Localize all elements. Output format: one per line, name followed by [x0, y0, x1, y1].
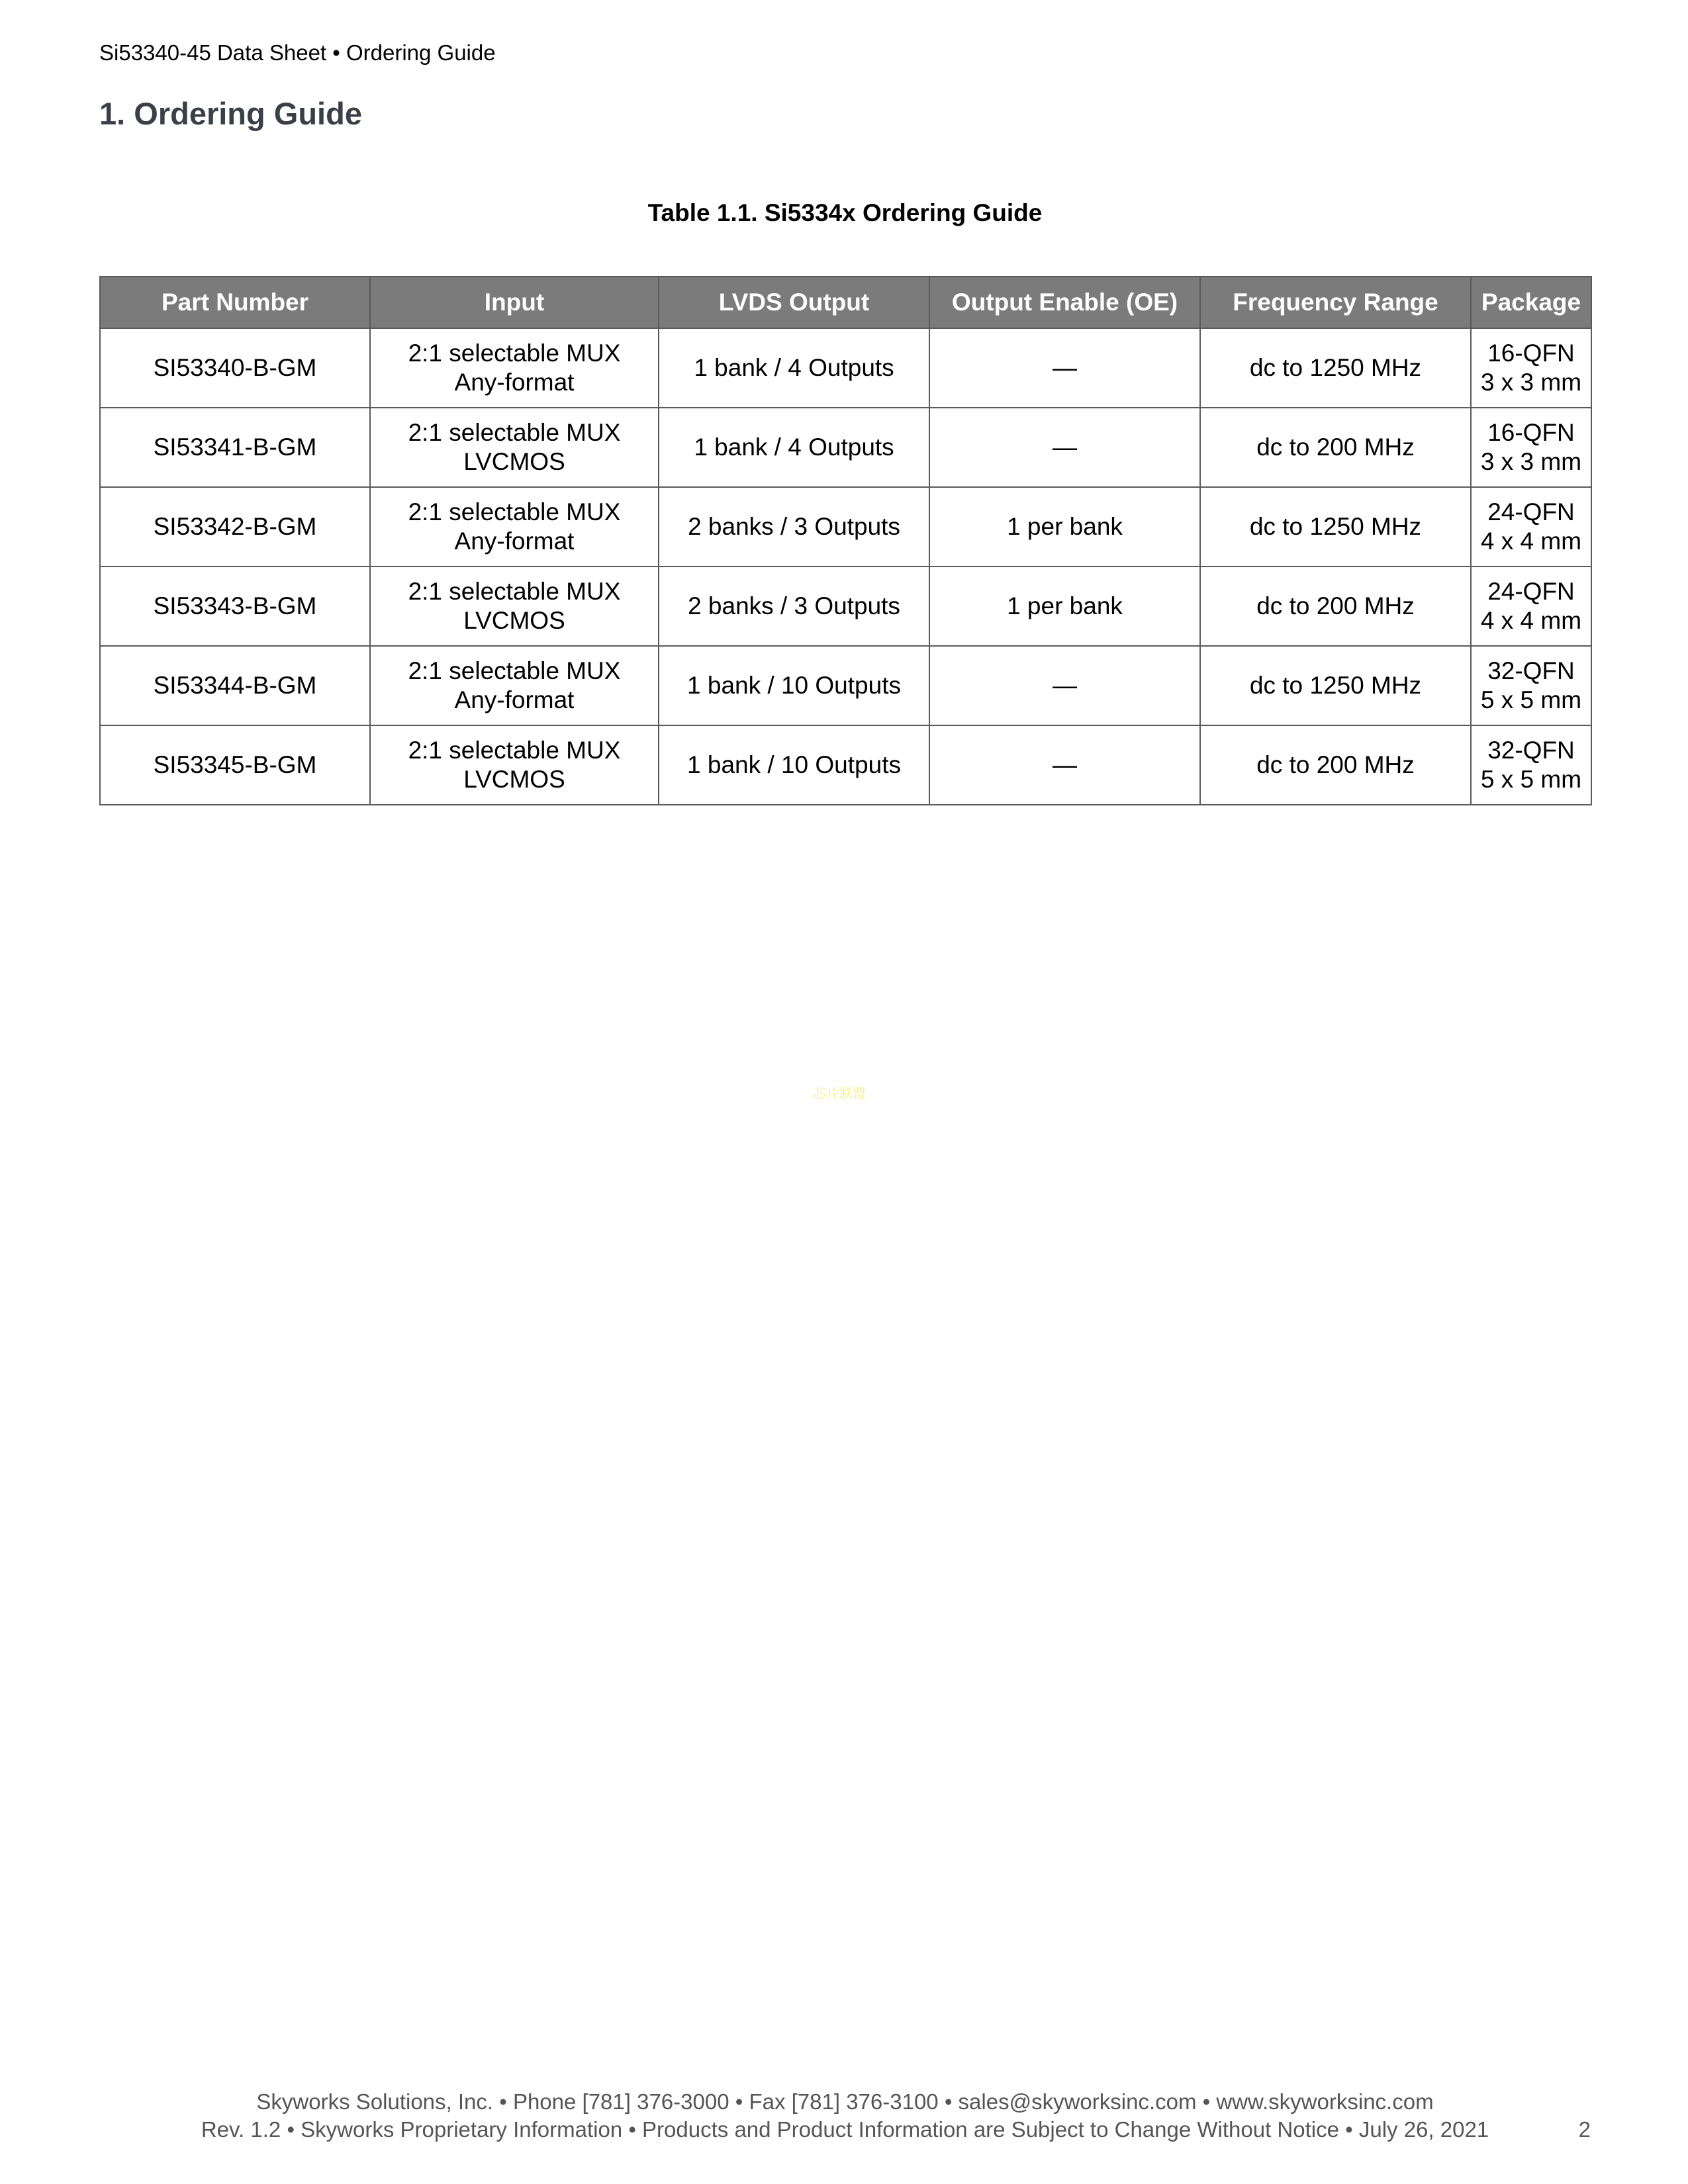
- cell-package-line1: 24-QFN: [1487, 578, 1575, 605]
- cell-output-enable: —: [929, 408, 1200, 487]
- cell-frequency-range: dc to 200 MHz: [1200, 725, 1471, 805]
- footer-revision-line: Rev. 1.2 • Skyworks Proprietary Information • Products and Product Information are Subject to Change Without Notice • July 26, 2021: [201, 2117, 1489, 2142]
- cell-frequency-range: dc to 1250 MHz: [1200, 487, 1471, 567]
- cell-lvds-output: 1 bank / 10 Outputs: [659, 646, 929, 725]
- cell-package: [1471, 408, 1591, 487]
- cell-input-line1: 2:1 selectable MUX: [408, 340, 621, 367]
- cell-package: [1471, 725, 1591, 805]
- cell-package-line2: 5 x 5 mm: [1480, 686, 1582, 713]
- cell-package-line1: 16-QFN: [1487, 340, 1575, 367]
- column-header-package: Package: [1471, 277, 1591, 328]
- cell-part-number: SI53344-B-GM: [100, 646, 370, 725]
- table-row: [100, 567, 1591, 646]
- cell-input: [370, 567, 659, 646]
- cell-part-number: SI53340-B-GM: [100, 328, 370, 408]
- cell-lvds-output: 1 bank / 4 Outputs: [659, 408, 929, 487]
- cell-input: [370, 725, 659, 805]
- cell-input: [370, 487, 659, 567]
- cell-package: [1471, 328, 1591, 408]
- cell-frequency-range: dc to 200 MHz: [1200, 408, 1471, 487]
- table-caption: Table 1.1. Si5334x Ordering Guide: [647, 199, 1043, 226]
- page-footer: [99, 2088, 1591, 2144]
- cell-lvds-output: 1 bank / 4 Outputs: [659, 328, 929, 408]
- cell-package-line2: 5 x 5 mm: [1480, 766, 1582, 793]
- cell-output-enable: —: [929, 646, 1200, 725]
- cell-input-line2: Any-format: [454, 686, 575, 713]
- cell-input: [370, 328, 659, 408]
- running-header: Si53340-45 Data Sheet • Ordering Guide: [99, 40, 496, 65]
- cell-package: [1471, 567, 1591, 646]
- ordering-guide-table: [99, 276, 1592, 805]
- cell-input-line2: Any-format: [454, 527, 575, 555]
- cell-package-line2: 4 x 4 mm: [1480, 607, 1582, 634]
- cell-input: [370, 408, 659, 487]
- column-header-frequency-range: Frequency Range: [1200, 277, 1471, 328]
- table-row: [100, 487, 1591, 567]
- column-header-input: Input: [370, 277, 659, 328]
- cell-package-line1: 16-QFN: [1487, 419, 1575, 446]
- cell-lvds-output: 2 banks / 3 Outputs: [659, 487, 929, 567]
- table-header-row: [100, 277, 1591, 328]
- cell-package-line2: 4 x 4 mm: [1480, 527, 1582, 555]
- cell-input-line2: LVCMOS: [463, 607, 565, 634]
- cell-package-line1: 32-QFN: [1487, 657, 1575, 684]
- cell-part-number: SI53342-B-GM: [100, 487, 370, 567]
- table-row: [100, 408, 1591, 487]
- footer-contact-line: Skyworks Solutions, Inc. • Phone [781] 376-3000 • Fax [781] 376-3100 • sales@skyworksinc.com • www.skyworksinc.com: [256, 2089, 1434, 2114]
- cell-lvds-output: 2 banks / 3 Outputs: [659, 567, 929, 646]
- cell-lvds-output: 1 bank / 10 Outputs: [659, 725, 929, 805]
- cell-output-enable: —: [929, 328, 1200, 408]
- column-header-lvds-output: LVDS Output: [659, 277, 929, 328]
- cell-input-line1: 2:1 selectable MUX: [408, 657, 621, 684]
- cell-output-enable: 1 per bank: [929, 567, 1200, 646]
- cell-part-number: SI53341-B-GM: [100, 408, 370, 487]
- cell-input-line1: 2:1 selectable MUX: [408, 578, 621, 605]
- cell-part-number: SI53345-B-GM: [100, 725, 370, 805]
- cell-package-line2: 3 x 3 mm: [1480, 369, 1582, 396]
- cell-input-line1: 2:1 selectable MUX: [408, 498, 621, 525]
- cell-frequency-range: dc to 1250 MHz: [1200, 328, 1471, 408]
- cell-package-line2: 3 x 3 mm: [1480, 448, 1582, 475]
- page-number: 2: [1578, 2117, 1591, 2142]
- column-header-part-number: Part Number: [100, 277, 370, 328]
- cell-frequency-range: dc to 1250 MHz: [1200, 646, 1471, 725]
- table-row: [100, 646, 1591, 725]
- section-heading: 1. Ordering Guide: [99, 96, 362, 131]
- cell-input: [370, 646, 659, 725]
- table-row: [100, 328, 1591, 408]
- cell-input-line2: LVCMOS: [463, 448, 565, 475]
- cell-input-line1: 2:1 selectable MUX: [408, 737, 621, 764]
- cell-package-line1: 24-QFN: [1487, 498, 1575, 525]
- cell-output-enable: —: [929, 725, 1200, 805]
- cell-output-enable: 1 per bank: [929, 487, 1200, 567]
- cell-package-line1: 32-QFN: [1487, 737, 1575, 764]
- table-row: [100, 725, 1591, 805]
- cell-package: [1471, 487, 1591, 567]
- cell-input-line2: LVCMOS: [463, 766, 565, 793]
- ordering-guide-table-wrapper: [99, 276, 1591, 805]
- cell-package: [1471, 646, 1591, 725]
- cell-input-line2: Any-format: [454, 369, 575, 396]
- cell-frequency-range: dc to 200 MHz: [1200, 567, 1471, 646]
- cell-input-line1: 2:1 selectable MUX: [408, 419, 621, 446]
- cell-part-number: SI53343-B-GM: [100, 567, 370, 646]
- watermark: 芯片联盟: [813, 1087, 866, 1101]
- column-header-output-enable: Output Enable (OE): [929, 277, 1200, 328]
